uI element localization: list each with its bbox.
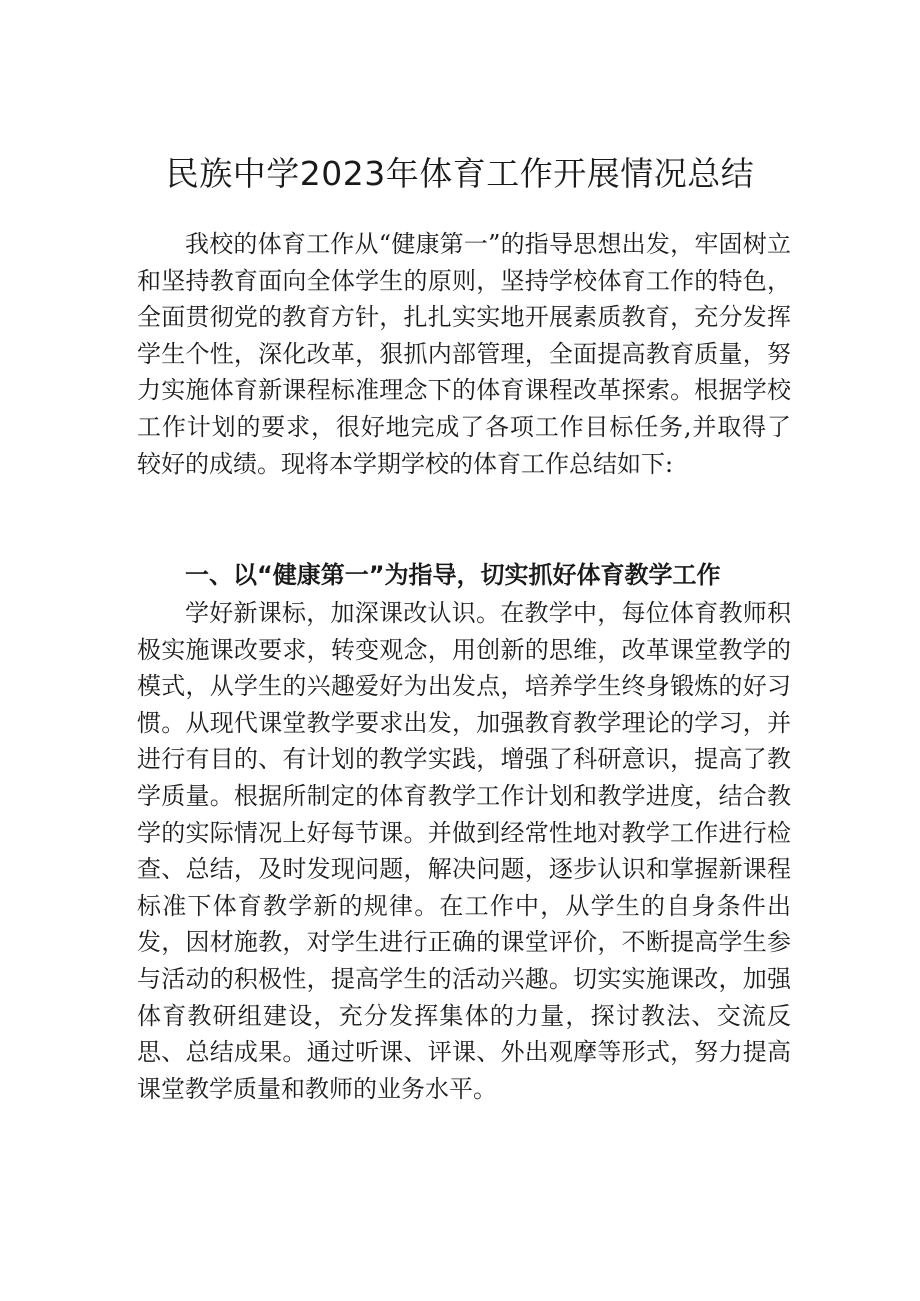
document-title: 民族中学2023年体育工作开展情况总结 bbox=[165, 154, 755, 193]
section-1-paragraph: 学好新课标，加深课改认识。在教学中，每位体育教师积极实施课改要求，转变观念，用创新的思维，改革课堂教学的模式，从学生的兴趣爱好为出发点，培养学生终身锻炼的好习惯。从现代课堂教学要求出发，加强教育教学理论的学习，并进行有目的、有计划的教学实践，增强了科研意识，提高了教学质量。根据所制定的体育教学工作计划和教学进度，结合教学的实际情况上好每节课。并做到经常性地对教学工作进行检查、总结，及时发现问题，解决问题，逐步认识和掌握新课程标准下体育教学新的规律。在工作中，从学生的自身条件出发，因材施教，对学生进行正确的课堂评价，不断提高学生参与活动的积极性，提高学生的活动兴趣。切实实施课改，加强体育教研组建设，充分发挥集体的力量，探讨教法、交流反思、总结成果。通过听课、评课、外出观摩等形式，努力提高课堂教学质量和教师的业务水平。 bbox=[137, 599, 791, 1103]
section-1-heading: 一、以“健康第一”为指导，切实抓好体育教学工作 bbox=[185, 561, 721, 589]
intro-paragraph: 我校的体育工作从“健康第一”的指导思想出发，牢固树立和坚持教育面向全体学生的原则，坚持学校体育工作的特色，全面贯彻党的教育方针，扎扎实实地开展素质教育，充分发挥学生个性，深化改革，狠抓内部管理，全面提高教育质量，努力实施体育新课程标准理念下的体育课程改革探索。根据学校工作计划的要求，很好地完成了各项工作目标任务,并取得了较好的成绩。现将本学期学校的体育工作总结如下: bbox=[137, 230, 791, 478]
